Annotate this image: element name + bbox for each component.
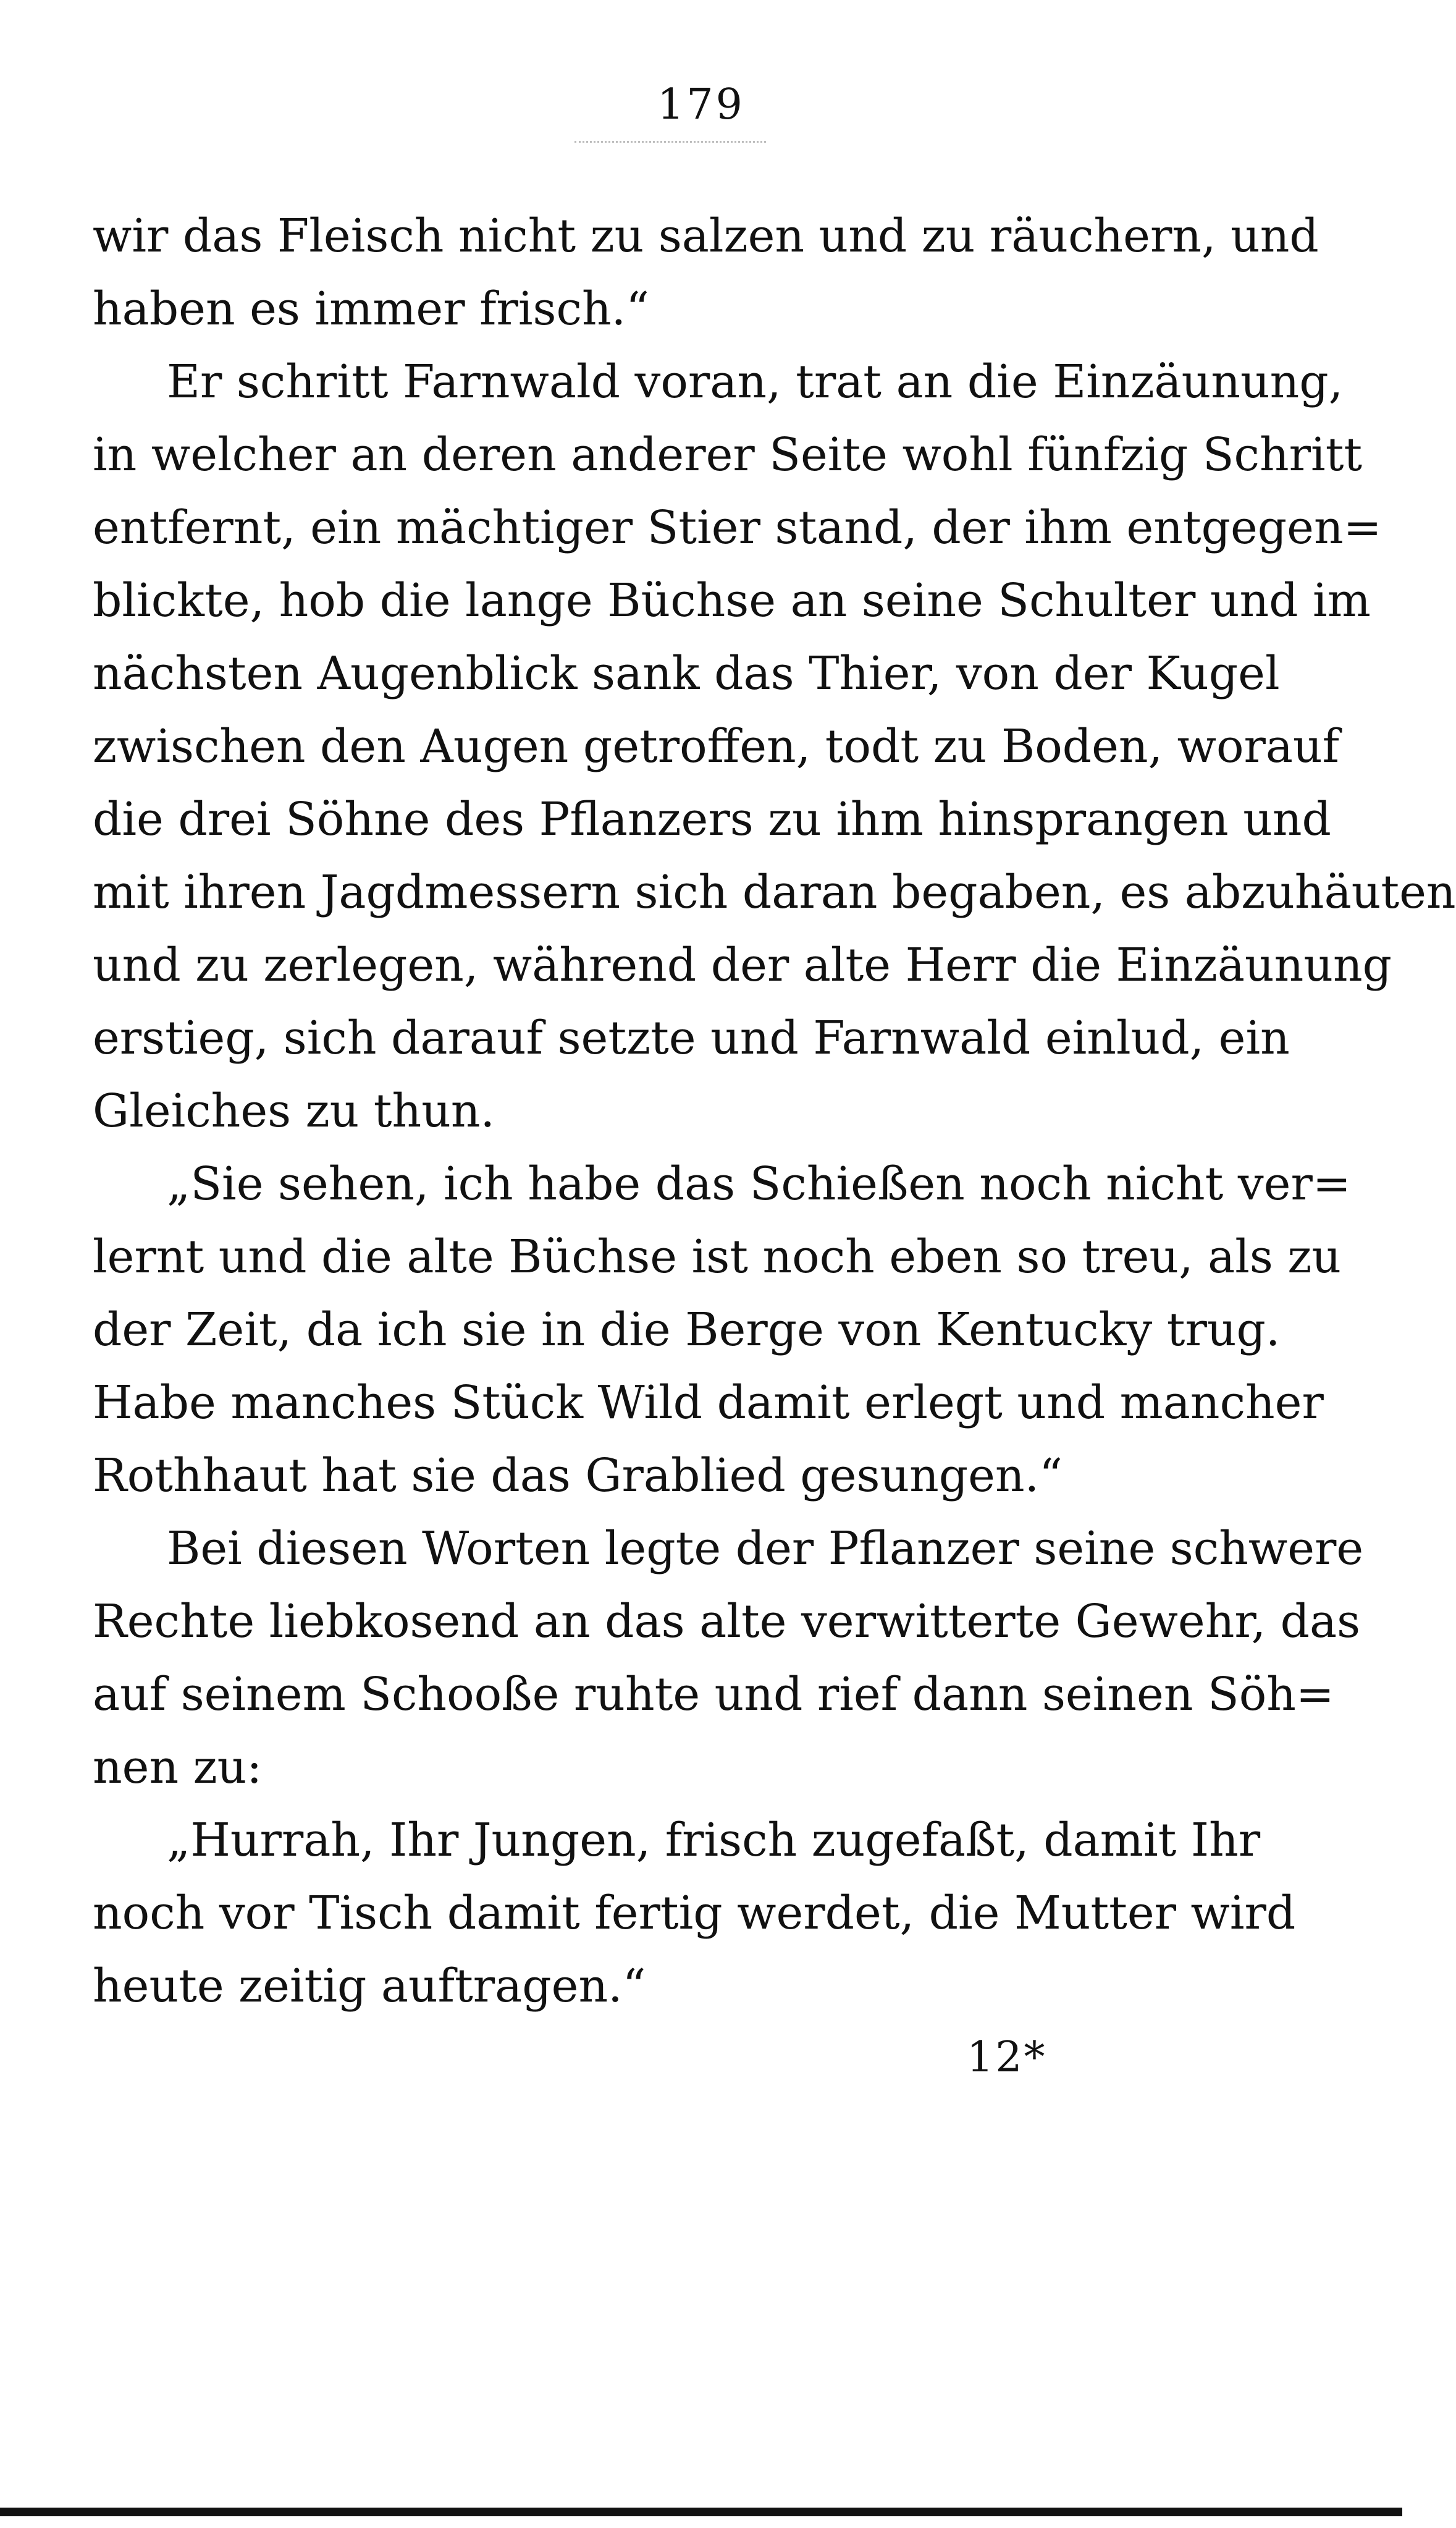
bottom-scan-edge xyxy=(0,2508,1402,2516)
text-line: „Hurrah, Ihr Jungen, frisch zugefaßt, damit Ihr xyxy=(167,1814,1261,1867)
signature-mark: 12* xyxy=(967,2033,1047,2082)
text-line: in welcher an deren anderer Seite wohl fünfzig Schritt xyxy=(93,428,1363,481)
text-line: erstieg, sich darauf setzte und Farnwald einlud, ein xyxy=(93,1012,1290,1065)
header-rule xyxy=(574,141,766,143)
text-line: die drei Söhne des Pflanzers zu ihm hinsprangen und xyxy=(93,793,1331,846)
text-line: Rechte liebkosend an das alte verwitterte Gewehr, das xyxy=(93,1595,1361,1648)
text-line: Bei diesen Worten legte der Pflanzer seine schwere xyxy=(167,1522,1364,1575)
text-line: haben es immer frisch.“ xyxy=(93,282,649,336)
text-line: „Sie sehen, ich habe das Schießen noch nicht ver= xyxy=(167,1157,1351,1211)
text-line: lernt und die alte Büchse ist noch eben so treu, als zu xyxy=(93,1230,1342,1283)
text-line: mit ihren Jagdmessern sich daran begaben, es abzuhäuten xyxy=(93,866,1456,919)
text-line: nen zu: xyxy=(93,1741,263,1794)
text-line: wir das Fleisch nicht zu salzen und zu räuchern, und xyxy=(93,209,1319,263)
text-line: Er schritt Farnwald voran, trat an die Einzäunung, xyxy=(167,355,1344,408)
page-number: 179 xyxy=(657,80,745,129)
text-line: blickte, hob die lange Büchse an seine Schulter und im xyxy=(93,574,1371,627)
text-line: noch vor Tisch damit fertig werdet, die Mutter wird xyxy=(93,1887,1296,1940)
text-line: Rothhaut hat sie das Grablied gesungen.“ xyxy=(93,1449,1063,1502)
text-line: der Zeit, da ich sie in die Berge von Kentucky trug. xyxy=(93,1303,1281,1356)
text-line: nächsten Augenblick sank das Thier, von der Kugel xyxy=(93,647,1280,700)
text-line: und zu zerlegen, während der alte Herr die Einzäunung xyxy=(93,939,1392,992)
text-line: Gleiches zu thun. xyxy=(93,1084,495,1138)
text-line: auf seinem Schooße ruhte und rief dann seinen Söh= xyxy=(93,1668,1334,1721)
text-line: heute zeitig auftragen.“ xyxy=(93,1959,646,2013)
body-text xyxy=(93,200,1456,2023)
text-line: Habe manches Stück Wild damit erlegt und mancher xyxy=(93,1376,1324,1429)
text-line: entfernt, ein mächtiger Stier stand, der ihm entgegen= xyxy=(93,501,1382,554)
text-line: zwischen den Augen getroffen, todt zu Boden, worauf xyxy=(93,720,1340,773)
